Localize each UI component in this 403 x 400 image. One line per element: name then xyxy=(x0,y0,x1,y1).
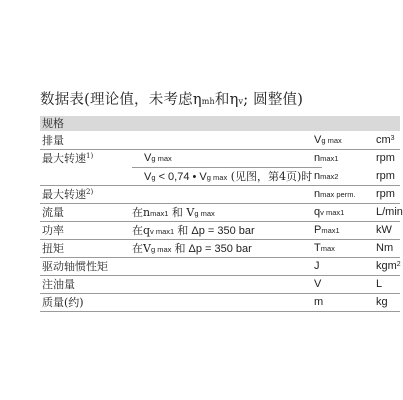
table-row xyxy=(40,240,400,258)
row-unit: rpm xyxy=(376,188,395,200)
row-label: 功率 xyxy=(42,224,64,237)
row-unit: kg xyxy=(376,296,388,308)
row-symbol: qv max1 xyxy=(314,206,345,218)
table-row xyxy=(40,150,400,167)
row-label: 最大转速$^{2)}$ xyxy=(42,188,94,201)
row-symbol: J xyxy=(314,260,320,272)
row-label: 注油量 xyxy=(42,278,75,291)
row-condition: 在Vg max 和 Δp = 350 bar xyxy=(132,242,252,255)
table-row xyxy=(40,132,400,150)
row-label: 流量 xyxy=(42,206,64,219)
row-symbol: Tmax xyxy=(314,242,335,254)
table-row xyxy=(40,276,400,294)
row-symbol: nmax1 xyxy=(314,152,339,164)
row-symbol: nmax2 xyxy=(314,170,339,182)
row-label: 质量(约) xyxy=(42,296,84,309)
table-row xyxy=(40,204,403,222)
row-symbol: m xyxy=(314,296,324,308)
table-row xyxy=(40,222,400,240)
row-symbol: V xyxy=(314,278,322,290)
table-row xyxy=(40,294,400,312)
row-condition: 在qv max1 和 Δp = 350 bar xyxy=(132,224,255,237)
row-unit: rpm xyxy=(376,152,395,164)
row-unit: Nm xyxy=(376,242,394,254)
page-title: 数据表(理论值，未考虑ηmh和ηv; 圆整值) xyxy=(40,92,304,108)
row-unit: kW xyxy=(376,224,392,236)
row-label: 驱动轴惯性矩 xyxy=(42,260,108,273)
row-unit: rpm xyxy=(376,170,395,182)
row-unit: L/min xyxy=(376,206,403,218)
table-row xyxy=(40,168,400,186)
section-header xyxy=(40,116,400,131)
row-unit: kgm$^2$ xyxy=(376,260,401,272)
row-label: 扭矩 xyxy=(42,242,64,255)
row-condition: Vg max xyxy=(144,152,172,164)
table-row xyxy=(40,186,400,204)
row-symbol: Vg max xyxy=(314,134,342,146)
row-condition: Vg < 0,74 • Vg max (见图，第4页)时 xyxy=(144,170,313,183)
row-condition: 在nmax1 和 Vg max xyxy=(132,206,215,219)
row-symbol: Pmax1 xyxy=(314,224,340,236)
row-label: 排量 xyxy=(42,134,64,147)
row-unit: $cm^3$ xyxy=(376,134,395,146)
row-label: 最大转速$^{1)}$ xyxy=(42,152,94,165)
row-unit: L xyxy=(376,278,383,290)
section-label: 规格 xyxy=(42,117,64,130)
row-symbol: nmax perm. xyxy=(314,188,356,200)
table-row xyxy=(40,258,400,276)
